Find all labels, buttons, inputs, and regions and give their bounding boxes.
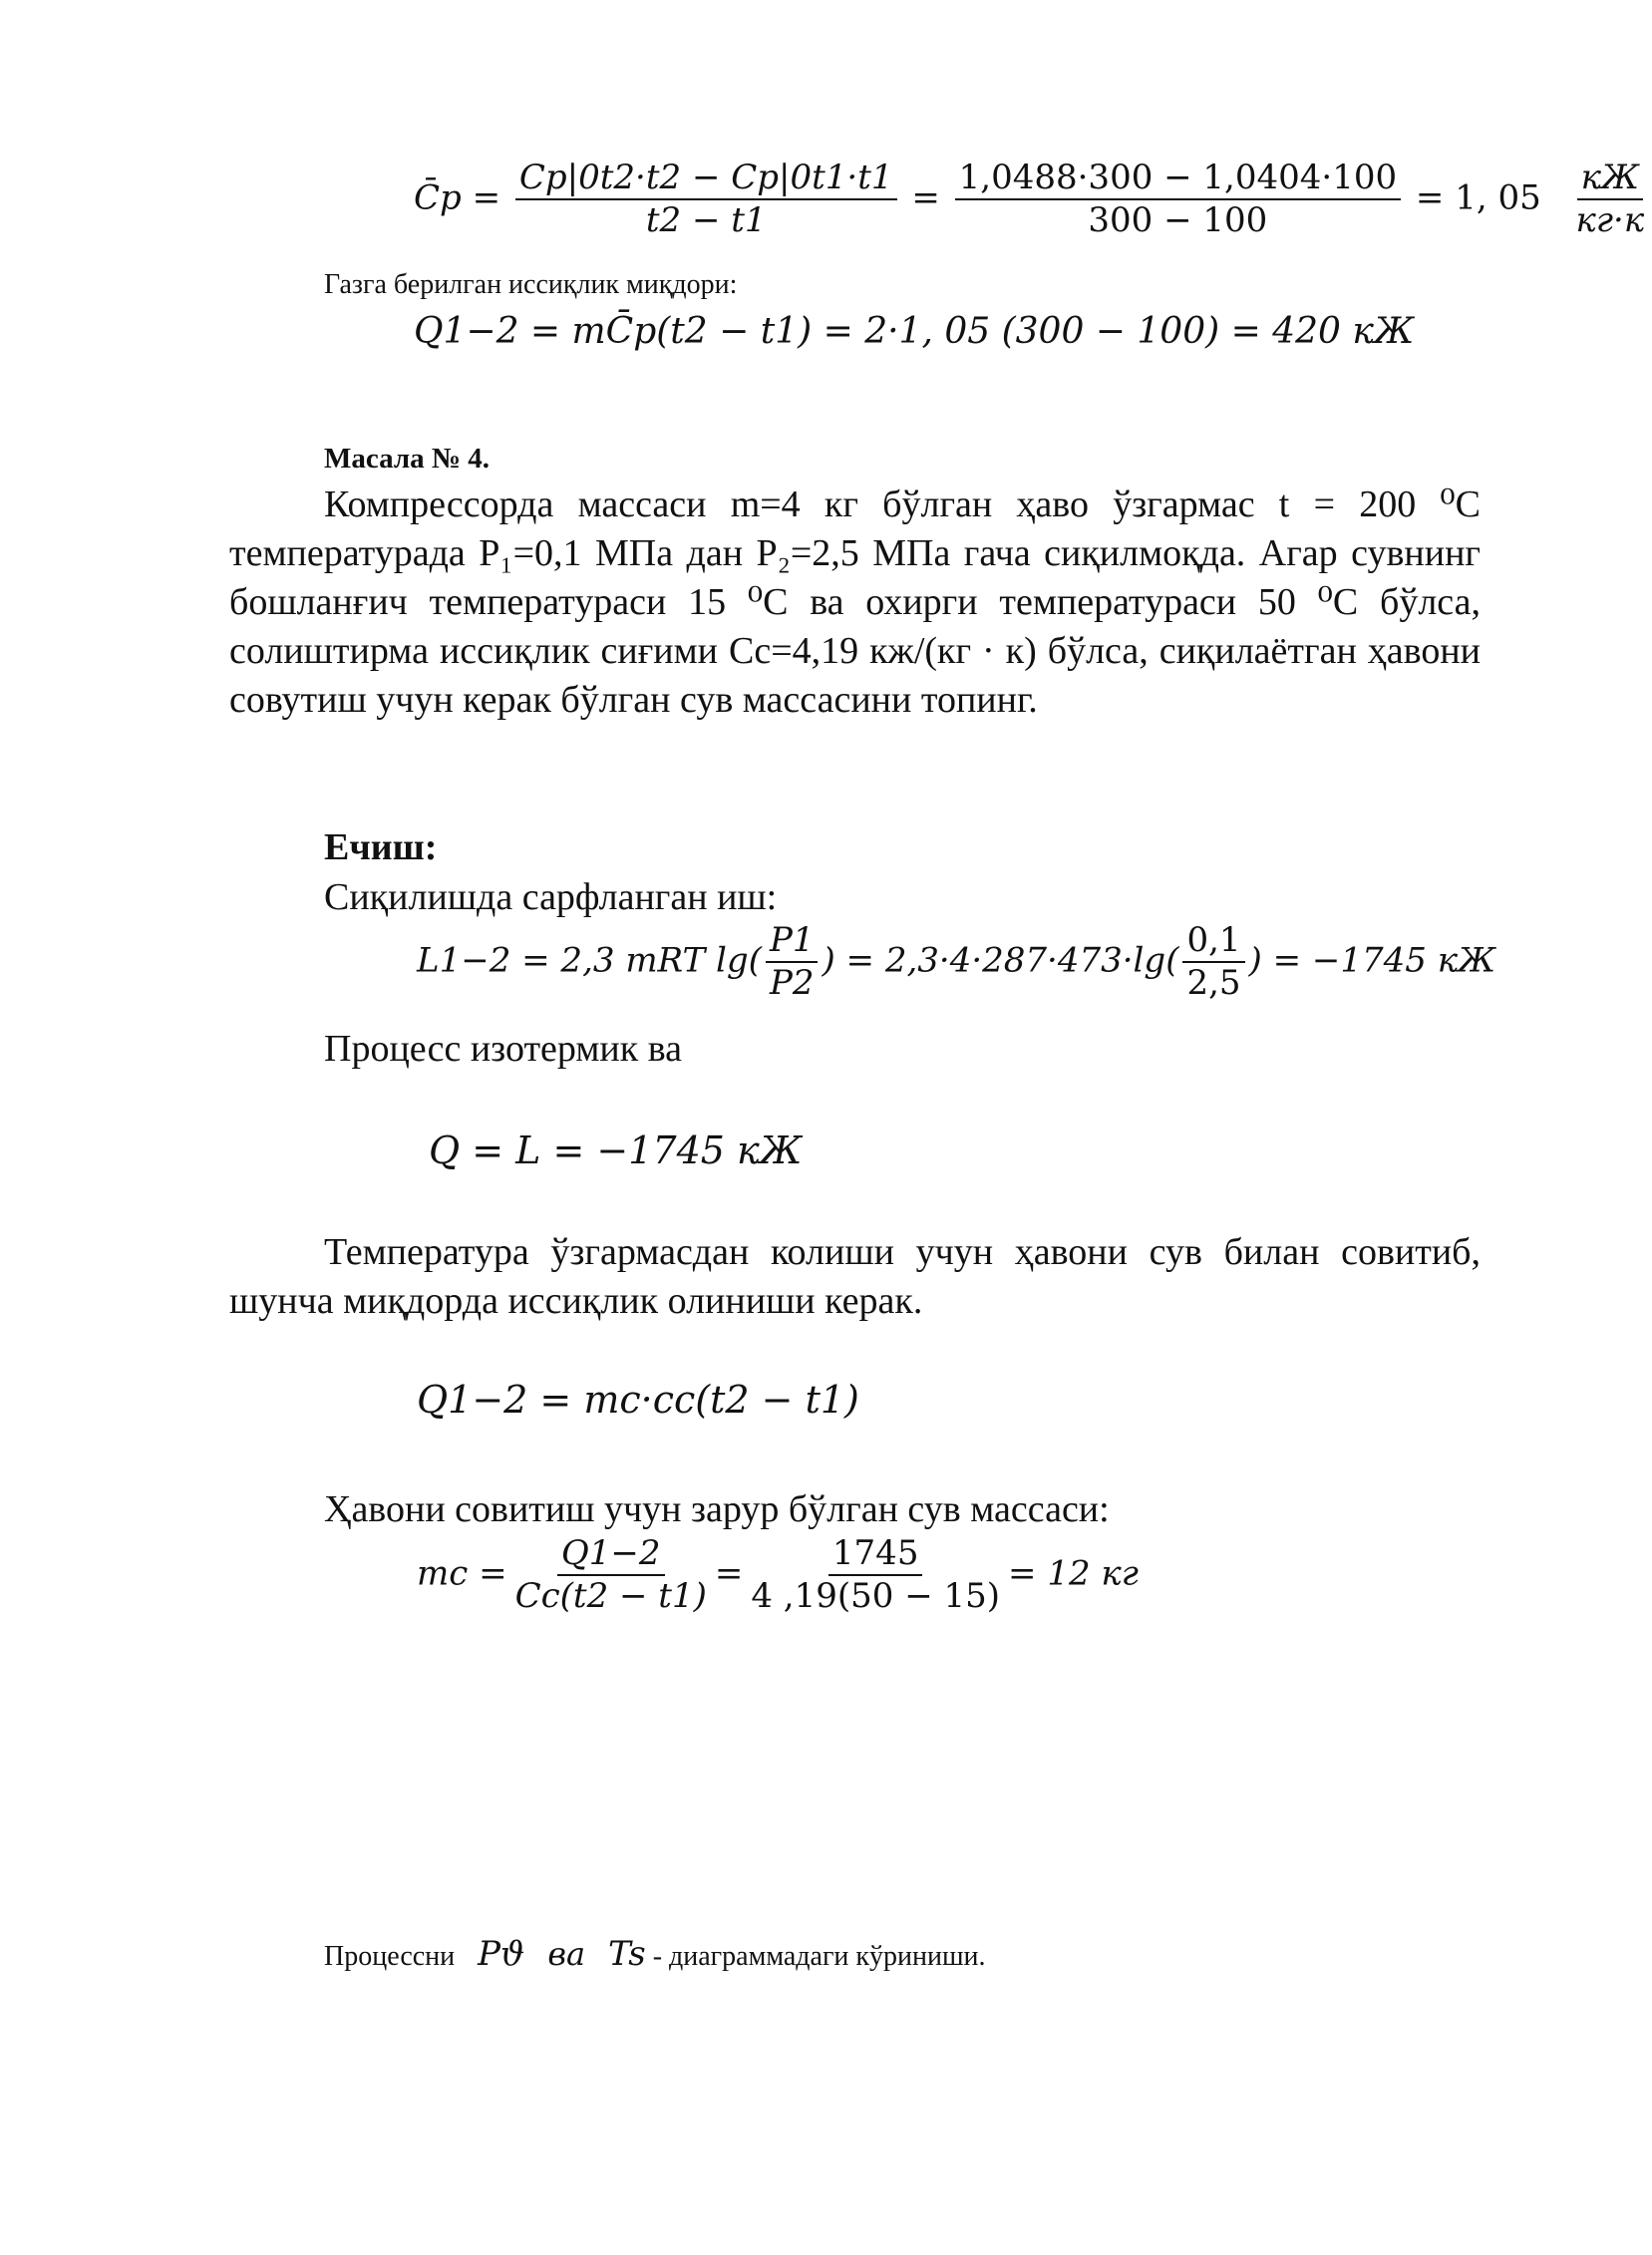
cp-numerator: Cp|0t2·t2 − Cp|0t1·t1 bbox=[515, 160, 897, 200]
q-equals-l-formula: Q = L = −1745 кЖ bbox=[429, 1128, 803, 1172]
l12-lhs: L1−2 = 2,3 mRT lg( bbox=[417, 940, 762, 981]
cp-denominator: t2 − t1 bbox=[645, 200, 767, 241]
temperature-paragraph: Температура ўзгармасдан колиши учун ҳавони сув билан совитиб, шунча миқдорда иссиқлик олиниши керак. bbox=[229, 1231, 1481, 1322]
cp-unit bbox=[1572, 160, 1649, 240]
process-pv: Pϑ bbox=[478, 1934, 525, 1974]
mc-den2: 4 ,19(50 − 15) bbox=[751, 1576, 1001, 1617]
solution-heading: Ечиш: bbox=[324, 826, 438, 868]
cp-fraction bbox=[515, 160, 897, 240]
l12-values-fraction bbox=[1182, 922, 1244, 1003]
l12-p2: P2 bbox=[769, 963, 815, 1004]
cp-values-denominator: 300 − 100 bbox=[1088, 200, 1268, 241]
l12-pressure-fraction bbox=[766, 922, 819, 1003]
mc-num2: 1745 bbox=[828, 1535, 923, 1576]
cp-result: = 1, 05 bbox=[1415, 177, 1541, 218]
heat-given-text: Газга берилган иссиқлик миқдори: bbox=[324, 269, 738, 300]
cp-unit-den: кг·к bbox=[1575, 200, 1645, 241]
mc-formula: mc = $\frac{Q1-2}{Cc(t2 - t1)}$ = $\frac{1745}{4 ,19(50 - 15)}$ = 12 кг bbox=[417, 1533, 1139, 1617]
l12-end: ) = −1745 кЖ bbox=[1248, 940, 1496, 981]
cp-values-fraction bbox=[955, 160, 1401, 240]
mc-lhs: mc = bbox=[417, 1553, 507, 1594]
process-va: ва bbox=[547, 1935, 586, 1973]
process-caption bbox=[324, 1934, 986, 1974]
cp-unit-num: кЖ bbox=[1577, 160, 1644, 200]
mc-den: Cc(t2 − t1) bbox=[514, 1576, 707, 1617]
cp-lhs: C̄p = bbox=[414, 177, 501, 218]
problem-title: Масала № 4. bbox=[324, 443, 491, 475]
process-suffix: - диаграммадаги кўриниши. bbox=[645, 1941, 986, 1972]
work-spent-text: Сиқилишда сарфланган иш: bbox=[324, 876, 778, 918]
water-mass-text: Ҳавони совитиш учун зарур бўлган сув массаси: bbox=[324, 1488, 1110, 1530]
q12-formula: Q1−2 = mC̄p(t2 − t1) = 2·1, 05 (300 − 100) = 420 кЖ bbox=[414, 311, 1415, 352]
mc-result: = 12 кг bbox=[1008, 1553, 1139, 1594]
l12-formula bbox=[417, 922, 1495, 1003]
cp-values-numerator: 1,0488·300 − 1,0404·100 bbox=[955, 160, 1401, 200]
mc-num: Q1−2 bbox=[557, 1535, 665, 1576]
l12-p1: P1 bbox=[766, 922, 819, 963]
l12-d: 2,5 bbox=[1186, 963, 1241, 1004]
process-ts: Ts bbox=[608, 1934, 646, 1974]
process-prefix: Процессни bbox=[324, 1941, 456, 1972]
l12-n: 0,1 bbox=[1182, 922, 1244, 963]
l12-mid: ) = 2,3·4·287·473·lg( bbox=[822, 940, 1179, 981]
mc-values-fraction bbox=[747, 1535, 1004, 1616]
mc-fraction bbox=[511, 1535, 711, 1616]
q-water-formula: Q1−2 = mc·cc(t2 − t1) bbox=[417, 1378, 859, 1422]
problem-paragraph: Компрессорда массаси m=4 кг бўлган ҳаво ўзгармас t = 200 ⁰С температурада P₁=0,1 МПа дан P₂=2,5 МПа гача сиқилмоқда. Агар сувнинг бошланғич температураси 15 ⁰С ва охирги температураси 50 ⁰С бўлса, солиштирма иссиқлик сиғими Cс=4,19 кж/(кг · к) бўлса, сиқилаётган ҳавони совутиш учун керак бўлган сув массасини топинг. bbox=[229, 483, 1481, 721]
cp-formula: C̄p = $\frac{Cp|0t2\cdot t2 - Cp|0t1\cdot t1}{t2 - t1}$ = $\frac{1,0488\cdot 300 - 1,0404\cdot 100}{300 - 100}$ = 1, 05 $\frac{кЖ}{кг\cdot к}$ bbox=[414, 160, 1652, 240]
isothermal-text: Процесс изотермик ва bbox=[324, 1028, 682, 1070]
